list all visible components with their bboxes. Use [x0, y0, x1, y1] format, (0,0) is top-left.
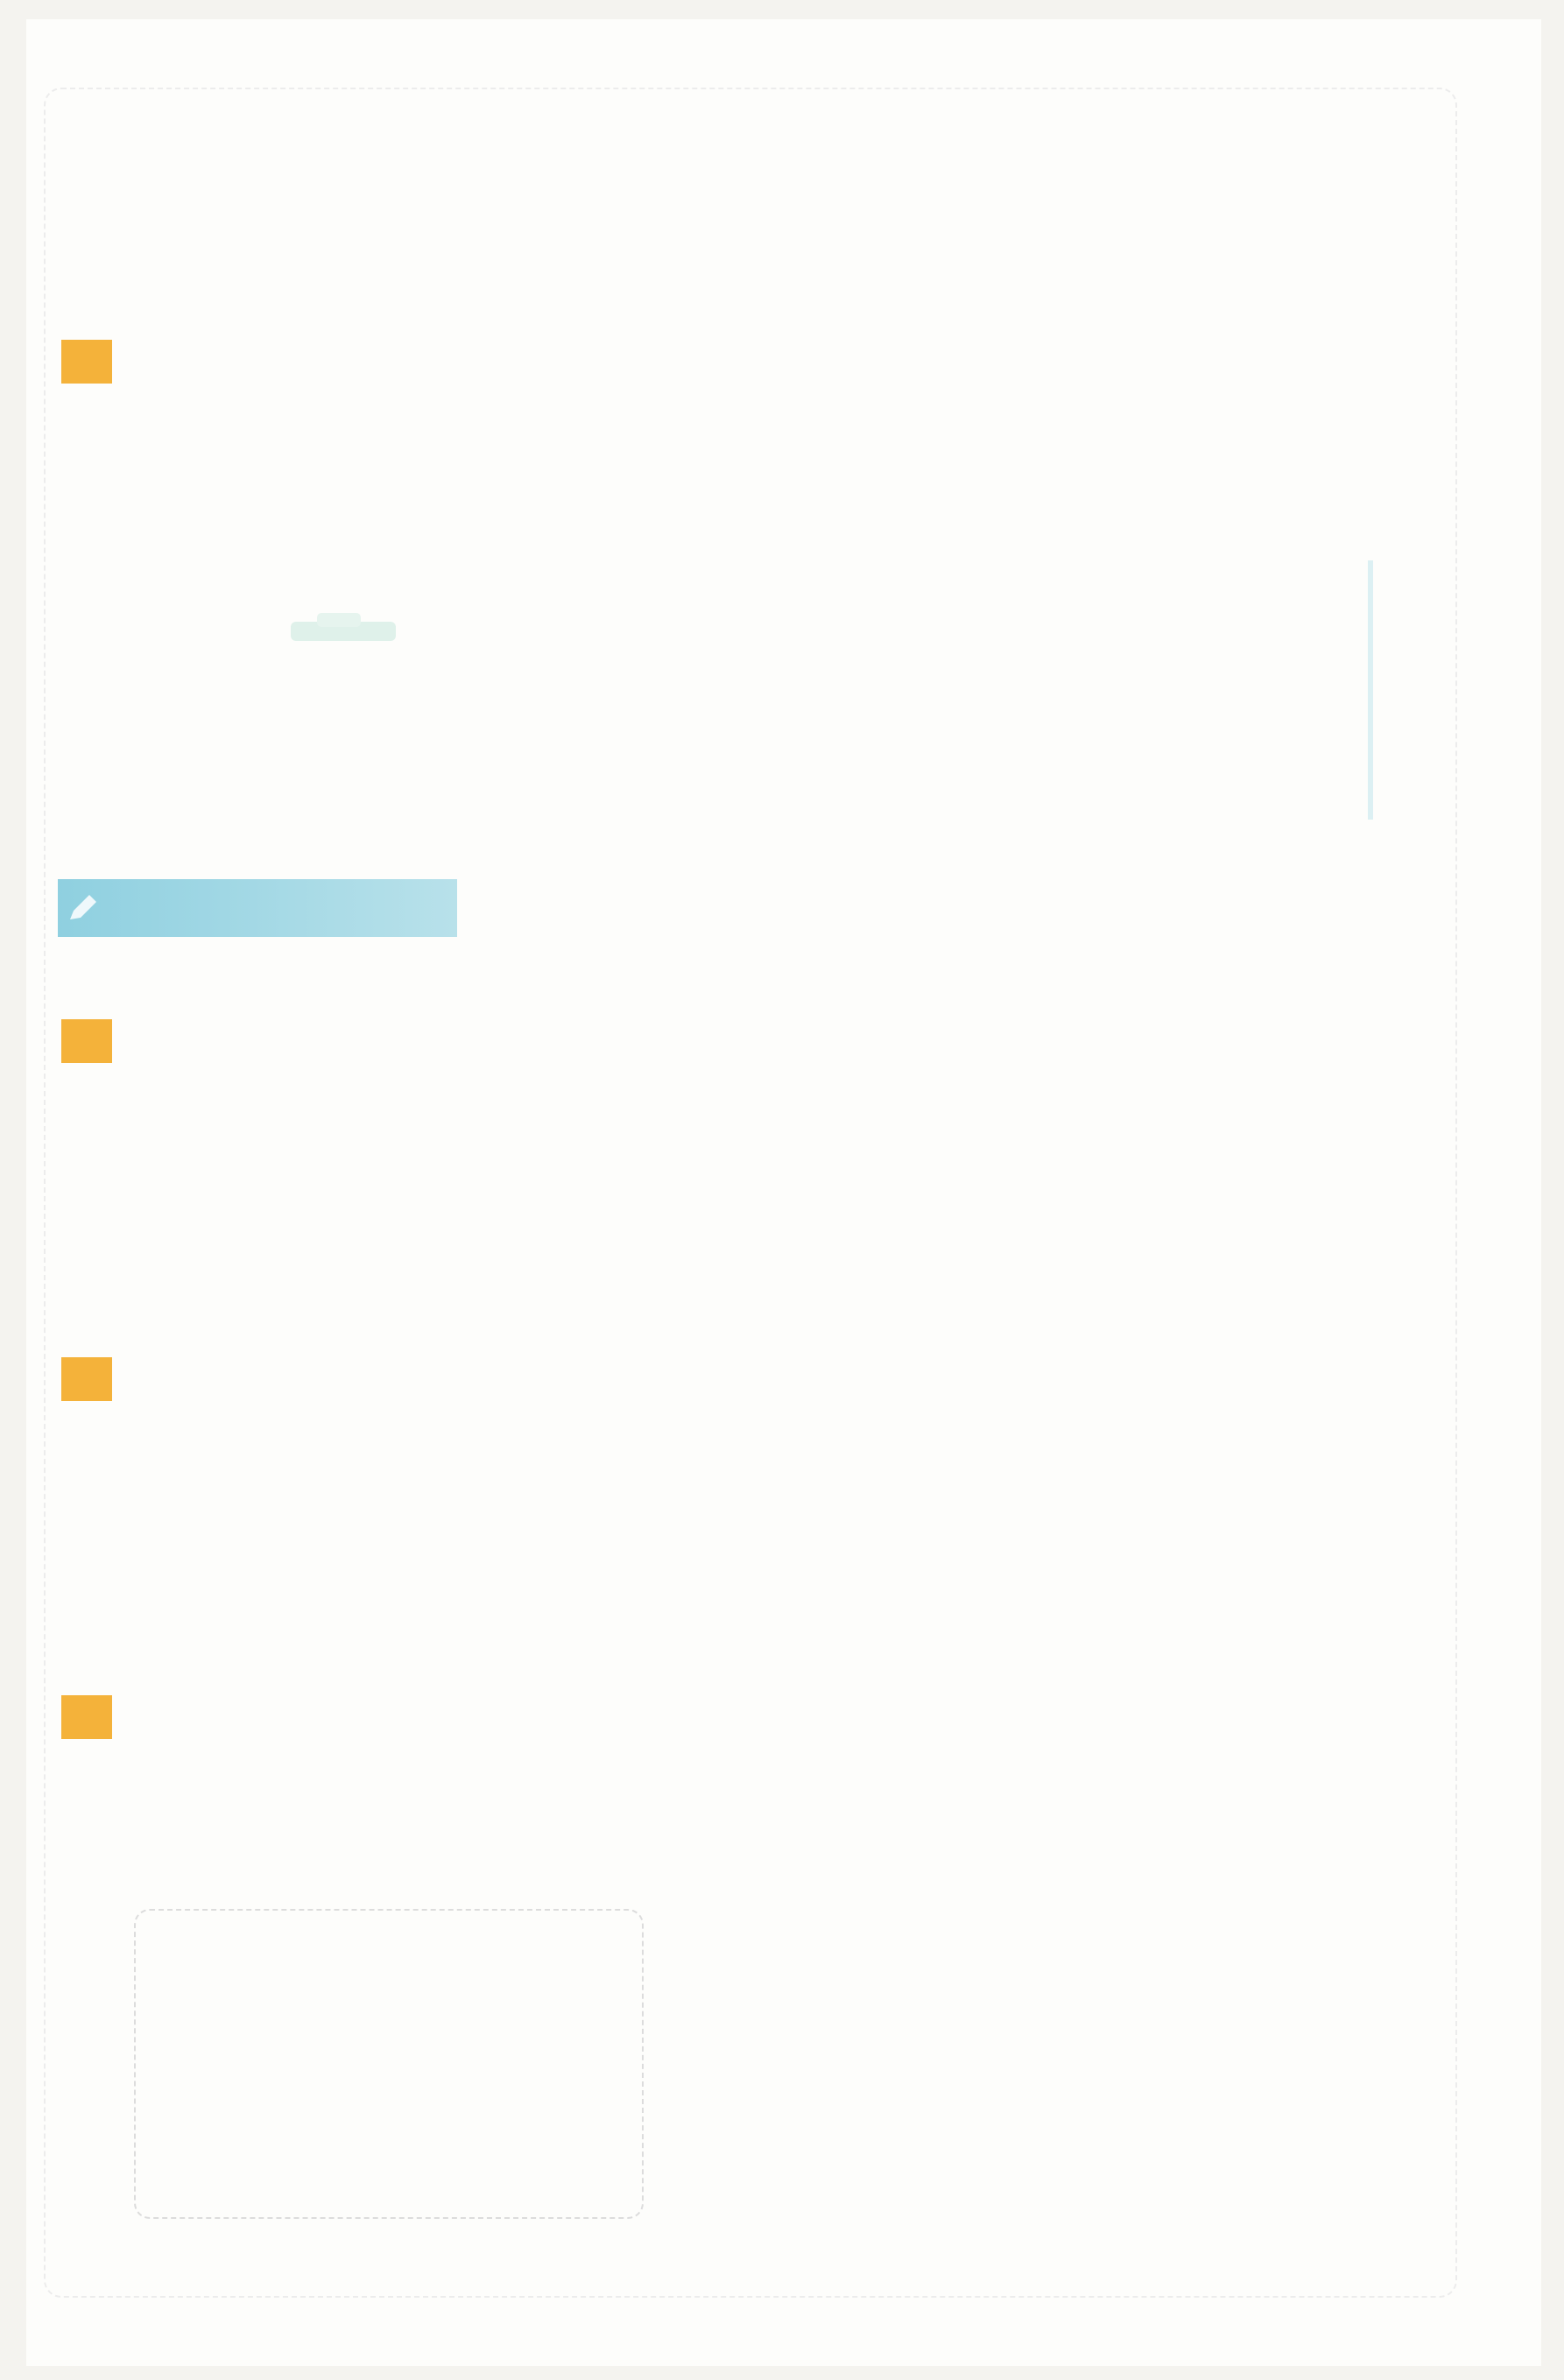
question-number-4	[61, 340, 112, 384]
question-number-6	[61, 1357, 112, 1401]
pencil-icon	[65, 891, 100, 926]
item-list-box	[134, 1909, 644, 2219]
section-banner	[58, 879, 457, 937]
keyboard-edge	[1368, 560, 1373, 820]
question-number-5	[61, 1019, 112, 1063]
question-number-7	[61, 1695, 112, 1739]
decoration-cloud-icon	[282, 609, 405, 644]
